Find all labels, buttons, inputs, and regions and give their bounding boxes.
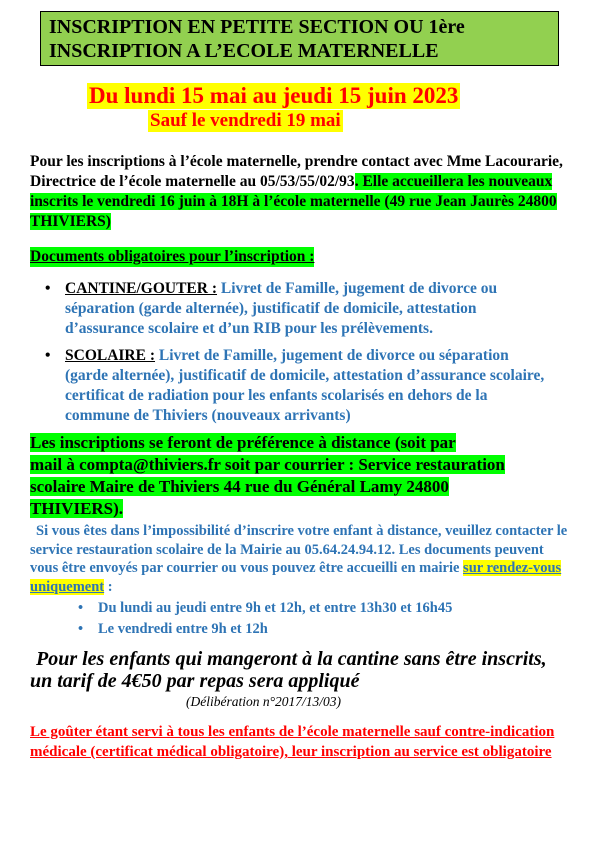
distance-paragraph [30,432,550,520]
distance-line-3: scolaire Maire de Thiviers 44 rue du Général Lamy 24800 [30,477,449,496]
documents-title: Documents obligatoires pour l’inscription : [30,248,315,265]
impossible-text: Si vous êtes dans l’impossibilité d’inscrire votre enfant à distance, veuillez contacter le service restauration scolaire de la Mairie au 05.64.24.94.12. Les documents peuvent vous être envoyés par courrier ou vous pouvez être accueilli en mairie [30,523,568,576]
bullet-icon: • [45,347,51,364]
deliberation-reference: (Délibération n°2017/13/03) [186,694,342,709]
list-item-scolaire [45,346,550,426]
cantine-tariff-note: Pour les enfants qui mangeront à la cantine sans être inscrits, un tarif de 4€50 par repas sera appliqué [30,648,547,692]
appointment-highlight: sur rendez-vous uniquement [30,560,562,595]
distance-line-4: THIVIERS). [30,499,124,518]
distance-line-1: Les inscriptions se feront de préférence à distance (soit par [30,433,456,452]
list-item-label: SCOLAIRE : [65,347,156,364]
list-item-cantine [45,279,550,339]
list-item-text: Livret de Famille, jugement de divorce ou séparation (garde alternée), justificatif de domicile, attestation d’assurance scolaire, certificat de radiation pour les enfants scolarisés en dehors de la commune de Thiviers (nouveaux arrivants) [65,347,545,424]
impossible-paragraph [30,522,570,596]
gouter-note: Le goûter étant servi à tous les enfants de l’école maternelle sauf contre-indication médicale (certificat médical obligatoire), leur inscription au service est obligatoire [30,724,555,760]
slot-text: Du lundi au jeudi entre 9h et 12h, et entre 13h30 et 16h45 [98,600,453,616]
bullet-icon: • [78,600,84,616]
title-line-1: INSCRIPTION EN PETITE SECTION OU 1ère [49,16,465,38]
list-item-text: Livret de Famille, jugement de divorce ou séparation (garde alternée), justificatif de domicile, attestation d’assurance scolaire et d’un RIB pour les prélèvements. [65,280,498,337]
contact-meeting-text: . Elle accueillera les nouveaux inscrits le vendredi 16 juin à 18H à l’école maternelle (49 rue Jean Jaurès 24800 THIVIERS) [30,173,557,230]
list-item-slot-weekday [78,599,452,617]
slot-text: Le vendredi entre 9h et 12h [98,621,268,637]
impossible-suffix: : [104,578,113,595]
list-item-label: CANTINE/GOUTER : [65,280,218,297]
list-item-slot-friday [78,620,268,638]
bullet-icon: • [45,280,51,297]
bullet-icon: • [78,621,84,637]
contact-paragraph [30,152,570,232]
title-line-2: INSCRIPTION A L’ECOLE MATERNELLE [49,40,439,62]
contact-text: Pour les inscriptions à l’école maternelle, prendre contact avec Mme Lacourarie, Directrice de l’école maternelle au 05/53/55/02/93 [30,153,563,190]
distance-line-2: mail à compta@thiviers.fr soit par courrier : Service restauration [30,455,505,474]
registration-dates: Du lundi 15 mai au jeudi 15 juin 2023 [89,83,459,108]
registration-exception: Sauf le vendredi 19 mai [150,110,341,131]
title-box [40,11,559,66]
